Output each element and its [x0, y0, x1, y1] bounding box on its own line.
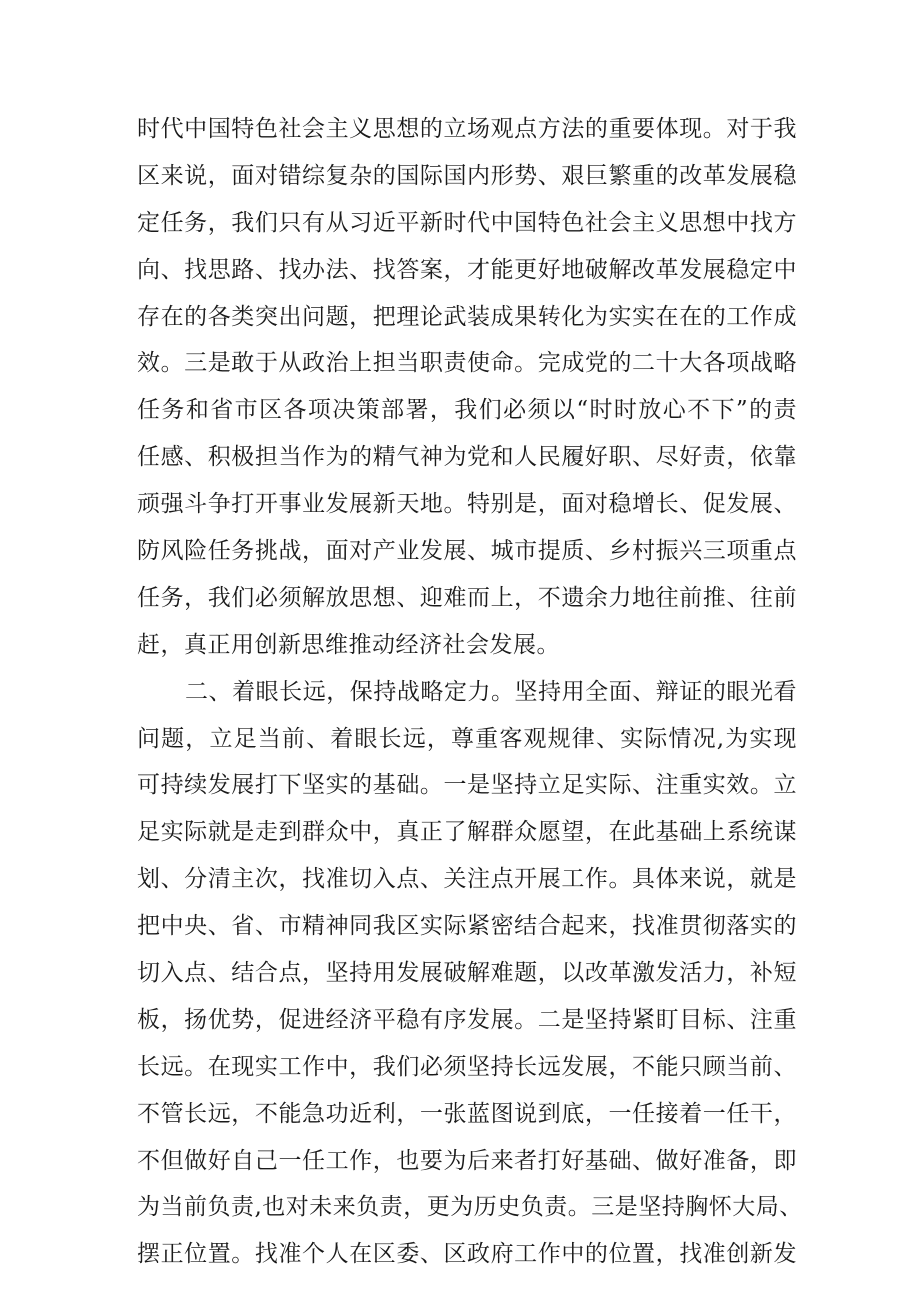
text-line-6: 效。三是敢于从政治上担当职责使命。完成党的二十大各项战略 — [137, 350, 797, 377]
text-line-17: 划、分清主次，找准切入点、关注点开展工作。具体来说，就是 — [137, 866, 797, 893]
text-line-7: 任务和省市区各项决策部署，我们必须以“时时放心不下”的责 — [137, 397, 797, 424]
text-line-24: 为当前负责,也对未来负责，更为历史负责。三是坚持胸怀大局、 — [137, 1194, 803, 1221]
text-line-22: 不管长远，不能急功近利，一张蓝图说到底，一任接着一任干， — [137, 1100, 797, 1127]
text-line-4: 向、找思路、找办法、找答案，才能更好地破解改革发展稳定中 — [137, 256, 797, 283]
text-line-21: 长远。在现实工作中，我们必须坚持长远发展，不能只顾当前、 — [137, 1053, 797, 1080]
text-line-8: 任感、积极担当作为的精气神为党和人民履好职、尽好责，依靠 — [137, 444, 797, 471]
text-line-10: 防风险任务挑战，面对产业发展、城市提质、乡村振兴三项重点 — [137, 538, 797, 565]
text-line-14: 问题，立足当前、着眼长远，尊重客观规律、实际情况,为实现 — [137, 725, 797, 752]
text-line-1: 时代中国特色社会主义思想的立场观点方法的重要体现。对于我 — [137, 116, 797, 142]
text-line-15: 可持续发展打下坚实的基础。一是坚持立足实际、注重实效。立 — [137, 772, 797, 799]
text-line-2: 区来说，面对错综复杂的国际国内形势、艰巨繁重的改革发展稳 — [137, 162, 797, 189]
text-line-11: 任务，我们必须解放思想、迎难而上，不遗余力地往前推、往前 — [137, 584, 797, 611]
text-line-20: 板，扬优势，促进经济平稳有序发展。二是坚持紧盯目标、注重 — [137, 1006, 797, 1033]
text-line-18: 把中央、省、市精神同我区实际紧密结合起来，找准贯彻落实的 — [137, 913, 797, 940]
text-line-3: 定任务，我们只有从习近平新时代中国特色社会主义思想中找方 — [137, 209, 797, 236]
section-heading-line: 二、着眼长远，保持战略定力。坚持用全面、辩证的眼光看 — [185, 678, 797, 705]
text-line-5: 存在的各类突出问题，把理论武装成果转化为实实在在的工作成 — [137, 303, 797, 330]
text-line-19: 切入点、结合点，坚持用发展破解难题，以改革激发活力，补短 — [137, 960, 797, 987]
text-line-9: 顽强斗争打开事业发展新天地。特别是，面对稳增长、促发展、 — [137, 491, 797, 518]
text-line-25: 摆正位置。找准个人在区委、区政府工作中的位置，找准创新发 — [137, 1241, 797, 1268]
text-line-12: 赶，真正用创新思维推动经济社会发展。 — [137, 631, 560, 658]
text-line-23: 不但做好自己一任工作，也要为后来者打好基础、做好准备，即 — [137, 1147, 797, 1174]
body-text — [137, 106, 803, 1278]
text-line-16: 足实际就是走到群众中，真正了解群众愿望，在此基础上系统谋 — [137, 819, 797, 846]
